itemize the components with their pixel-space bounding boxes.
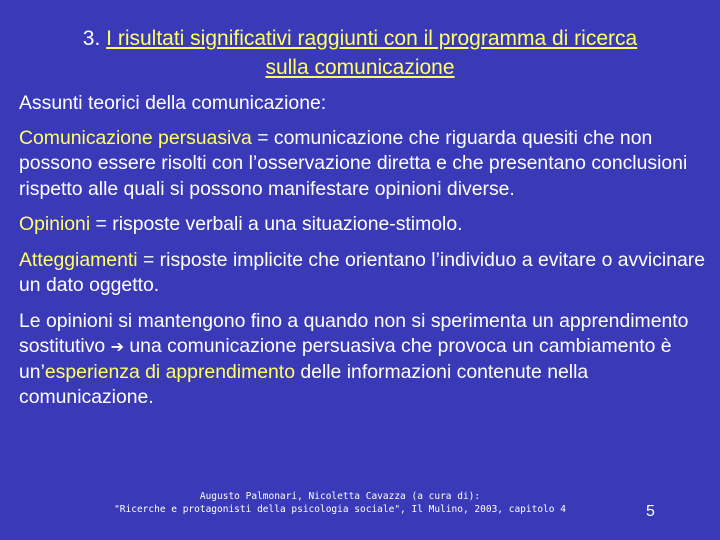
- page-number: 5: [646, 503, 655, 520]
- citation-line-2: "Ricerche e protagonisti della psicologia sociale", Il Mulino, 2003, capitolo 4: [114, 504, 566, 515]
- intro-text: Assunti teorici della comunicazione:: [19, 92, 327, 114]
- term-opinions: Opinioni: [19, 213, 91, 235]
- learning-text-b: una comunicazione persuasiva che provoca un cambiamento è un’: [19, 335, 672, 383]
- learning-text-a: Le opinioni si mantengono fino a quando non si sperimenta un apprendimento sostitutivo: [19, 309, 689, 357]
- paragraph-persuasive-communication: [19, 126, 709, 203]
- title-line-1: I risultati significativi raggiunti con il programma di ricerca: [106, 27, 638, 50]
- definition-opinions: = risposte verbali a una situazione-stimolo.: [90, 213, 463, 235]
- paragraph-attitudes: [19, 248, 709, 299]
- slide-content: [19, 91, 709, 421]
- title-number: 3.: [82, 27, 101, 50]
- paragraph-learning: [19, 309, 709, 411]
- arrow-right-icon: ➔: [110, 337, 125, 356]
- paragraph-opinions: [19, 212, 709, 238]
- title-line-2: sulla comunicazione: [265, 56, 455, 79]
- term-attitudes: Atteggiamenti: [19, 248, 138, 271]
- slide-title: [30, 24, 690, 82]
- term-persuasive-communication: Comunicazione persuasiva: [19, 126, 252, 149]
- citation-footer: [100, 490, 580, 516]
- citation-line-1: Augusto Palmonari, Nicoletta Cavazza (a cura di):: [199, 491, 481, 502]
- definition-attitudes: = risposte implicite che orientano l’individuo a evitare o avvicinare un dato oggetto.: [19, 248, 706, 296]
- definition-persuasive-communication: = comunicazione che riguarda quesiti che non possono essere risolti con l’osservazione diretta e che presentano conclusioni rispetto alle quali si possono manifestare opinioni diverse.: [19, 126, 688, 200]
- term-learning-experience: esperienza di apprendimento: [44, 360, 295, 383]
- learning-text-c: delle informazioni contenute nella comunicazione.: [19, 360, 589, 408]
